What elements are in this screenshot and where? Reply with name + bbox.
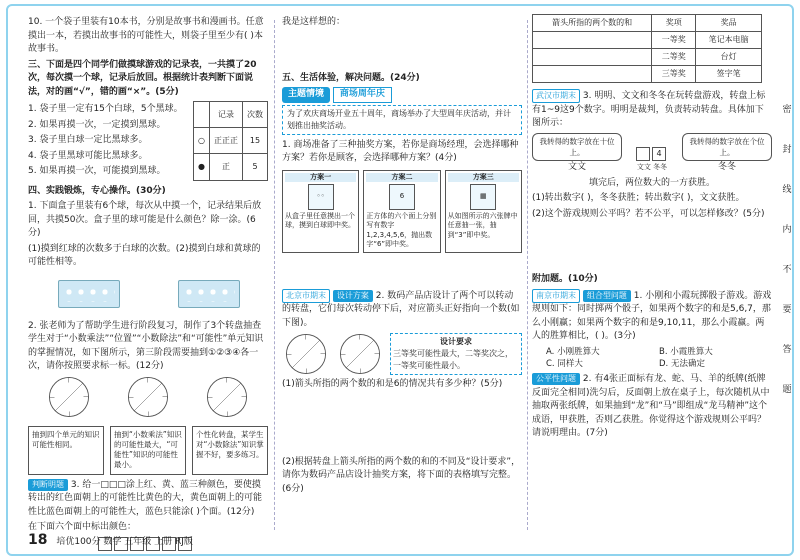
requirement-box: 个性化转盘，某学生对“小数除法”知识掌握不好，要多练习。 — [192, 426, 268, 475]
source-tag: 武汉市期末 — [532, 89, 580, 103]
judgment-item: 5. 如果再摸一次，可能摸到黑球。 — [28, 166, 166, 176]
judgment-item: 3. 袋子里白球一定比黑球多。 — [28, 135, 148, 145]
table-cell: 正正正 — [210, 128, 243, 154]
table-cell: 三等奖 — [652, 66, 696, 83]
column-divider — [527, 20, 528, 530]
section-3-title: 三、下面是四个同学们做摸球游戏的记录表，一共摸了20次，每次摸一个球，记录后放回。根据统计表判断下面说法，对的画“√”，错的画“×”。(5分) — [28, 59, 257, 97]
option-d[interactable]: D. 无法确定 — [659, 359, 705, 370]
question-2-tag: 设计方案 — [333, 290, 373, 302]
white-ball-icon: ○ — [194, 128, 210, 154]
game-illustration — [532, 133, 772, 175]
ball-box-icon: ◦◦ — [308, 184, 334, 210]
source-tag: 南京市期末 — [532, 289, 580, 303]
requirement-box: 抽到“小数乘法”知识的可能性最大，“可能性”知识的可能性最小。 — [110, 426, 186, 475]
box-label: 冬冬 — [653, 162, 668, 171]
question-2: 北京市期末 设计方案 2. 数码产品店设计了两个可以转动的转盘，它们每次转动停下后，对应箭头正好指向一个数(如下图)。 — [282, 290, 520, 328]
practice-3-sub: 在下面六个面中标出颜色： — [28, 522, 137, 532]
judgment-item: 4. 袋子里黑球可能比黑球多。 — [28, 150, 148, 161]
seal-line-sidebar — [780, 90, 794, 410]
table-cell: 台灯 — [696, 49, 762, 66]
column-divider — [274, 20, 275, 530]
theme-name: 商场周年庆 — [333, 87, 392, 103]
speech-bubble: 我转得的数字放在十位上。 — [532, 133, 622, 162]
spinner-icon — [340, 334, 380, 374]
table-cell[interactable] — [533, 66, 652, 83]
scheme-text: 从盒子里任意摸出一个球，摸到白球即中奖。 — [285, 211, 355, 230]
section-4-title: 四、实践锻炼，专心操作。(30分) — [28, 185, 166, 196]
bonus-1-options — [546, 346, 772, 372]
bonus-1-tag: 组合型问题 — [583, 290, 631, 302]
table-cell: 笔记本电脑 — [696, 32, 762, 49]
scheme-title: 方案一 — [285, 173, 356, 182]
ball-boxes — [28, 274, 268, 316]
digit-box: 4 — [652, 147, 666, 161]
column-right — [532, 14, 772, 443]
ball-box-icon — [178, 280, 240, 308]
scheme-card — [363, 170, 440, 253]
table-cell: 5 — [243, 154, 268, 180]
speech-bubble: 我转得的数字放在个位上。 — [682, 133, 772, 162]
table-cell: 一等奖 — [652, 32, 696, 49]
game-instruction: 填完后，两位数大的一方获胜。 — [588, 177, 715, 188]
table-cell[interactable] — [533, 32, 652, 49]
seal-char: 线 — [782, 185, 792, 195]
spinner-icon — [128, 377, 168, 417]
scheme-title: 方案三 — [448, 173, 519, 182]
table-cell: 二等奖 — [652, 49, 696, 66]
seal-char: 内 — [782, 225, 792, 235]
question-2-2: (2)根据转盘上箭头所指的两个数的和的不同及“设计要求”，请你为数码产品店设计抽奖方案，将下面的表格填写完整。(6分) — [282, 456, 521, 494]
cards-icon: ▦ — [470, 184, 496, 210]
page-number: 18 — [28, 532, 48, 548]
wheels — [28, 377, 268, 423]
question-3-2: (2)这个游戏规则公平吗？若不公平，可以怎样修改？(5分) — [532, 208, 765, 219]
column-middle — [282, 14, 522, 498]
practice-3-tag: 判断明题 — [28, 479, 68, 491]
spinner-icon — [207, 377, 247, 417]
option-b[interactable]: B. 小霞胜算大 — [659, 346, 713, 357]
intro-text: 我是这样想的： — [282, 17, 346, 27]
digit-boxes — [636, 133, 668, 173]
bonus-1: 南京市期末 组合型问题 1. 小刚和小霞玩掷骰子游戏。游戏规则如下：同时掷两个骰子，如果两个数字的和是5,6,7，那么小刚赢；如果两个数字的和是9,10,11，那么小霞赢。两人的胜算相比，( )。(3分) — [532, 290, 772, 341]
spinner-icon — [49, 377, 89, 417]
option-c[interactable]: C. 同样大 — [546, 359, 583, 370]
table-cell[interactable] — [533, 49, 652, 66]
bonus-2-tag: 公平性问题 — [532, 373, 580, 385]
table-cell: 15 — [243, 128, 268, 154]
question-3: 武汉市期末 3. 明明、文文和冬冬在玩转盘游戏，转盘上标有1~9这9个数字。明明是裁判，负责转动转盘。具体加下图所示： — [532, 91, 766, 128]
question-1: 1. 商场准备了三种抽奖方案，若你是商场经理，会选择哪种方案？若你是顾客，会选择哪种方案？(4分) — [282, 139, 519, 163]
seal-char: 题 — [782, 385, 792, 395]
scheme-title: 方案二 — [366, 173, 437, 182]
box-label: 文文 — [636, 162, 651, 171]
judgment-item: 1. 袋子里一定有15个白球，5个黑球。 — [28, 104, 183, 114]
child-name: 文文 — [567, 162, 586, 172]
scheme-text: 正方体的六个面上分别写有数字1,2,3,4,5,6，抛出数字“6”即中奖。 — [366, 211, 437, 249]
spinner-design — [282, 333, 522, 375]
practice-2: 2. 张老师为了帮助学生进行阶段复习，制作了3个转盘抽查学生对于“小数乘法”“位置”“小数除法”和“可能性”单元知识的掌握情况，如下图所示，第三阶段需要抽到①②③④各一次，请你按照要求标一标。(12分) — [28, 320, 264, 371]
theme-label: 主题情境 — [282, 87, 330, 103]
table-header: 次数 — [243, 102, 268, 128]
design-title: 设计要求 — [440, 337, 472, 347]
seal-char: 不 — [782, 265, 792, 275]
table-header: 记录 — [210, 102, 243, 128]
question-2-1: (1)箭头所指的两个数的和是6的情况共有多少种？(5分) — [282, 379, 503, 390]
seal-char: 封 — [782, 145, 792, 155]
practice-1-sub: (1)摸到红球的次数多于白球的次数。(2)摸到白球和黄球的可能性相等。 — [28, 243, 261, 267]
source-tag: 北京市期末 — [282, 289, 330, 303]
design-text: 三等奖可能性最大，二等奖次之，一等奖可能性最小。 — [393, 349, 513, 371]
question-3-1: (1)转出数字( )，冬冬获胜；转出数字( )，文文获胜。 — [532, 193, 745, 203]
judgment-item: 2. 如果再摸一次，一定摸到黑球。 — [28, 119, 166, 130]
option-a[interactable]: A. 小刚胜算大 — [546, 346, 600, 357]
footer-text: 培优100分 数学 五年级 上册 RJ版 — [56, 537, 193, 547]
notice-box: 为了欢庆商场开业五十周年，商场举办了大型周年庆活动，并计划推出抽奖活动。 — [282, 105, 522, 135]
page-footer — [28, 530, 193, 551]
table-cell: 签字笔 — [696, 66, 762, 83]
bonus-title: 附加题。(10分) — [532, 274, 598, 284]
table-header: 奖项 — [652, 15, 696, 32]
practice-3: 判断明题 3. 给一□□□涂上红、黄、蓝三种颜色，要使摸转出的红色面朝上的可能性比黄色的大，黄色面朝上的可能性比蓝色面朝上的可能性大，蓝色只能涂( )个面。(12分) — [28, 479, 263, 517]
seal-char: 密 — [782, 105, 792, 115]
column-left — [28, 14, 268, 552]
question-10: 10. 一个袋子里装有10本书，分别是故事书和漫画书。任意摸出一本，若摸出故事书的可能性大，则袋子里至少有( )本故事书。 — [28, 17, 264, 54]
black-ball-icon: ● — [194, 154, 210, 180]
spinner-icon — [286, 334, 326, 374]
seal-char: 要 — [782, 305, 792, 315]
scheme-card — [445, 170, 522, 253]
requirement-box: 抽到四个单元的知识可能性相同。 — [28, 426, 104, 475]
digit-box[interactable] — [636, 147, 650, 161]
theme-header — [282, 87, 522, 103]
scheme-card — [282, 170, 359, 253]
judgment-list — [28, 101, 189, 181]
child-name: 冬冬 — [717, 162, 736, 172]
table-header: 奖品 — [696, 15, 762, 32]
bonus-2: 公平性问题 2. 有4张正面标有龙、蛇、马、羊的纸牌(纸牌反面完全相同)洗匀后，反面朝上放在桌子上，每次随机从中抽取两张纸牌，如果抽到“龙”和“马”即组成“龙马精神”这个成语，甲获胜，否则乙获胜。你觉得这个游戏规则公平吗？请说明理由。(7分) — [532, 374, 770, 438]
seal-char: 答 — [782, 345, 792, 355]
dice-icon: 6 — [389, 184, 415, 210]
scheme-text: 从如图所示的六张牌中任意抽一张，抽到“3”即中奖。 — [447, 211, 518, 239]
record-table — [193, 101, 268, 181]
ball-box-icon — [58, 280, 120, 308]
table-header: 箭头所指的两个数的和 — [533, 15, 652, 32]
practice-1: 1. 下面盒子里装有6个球，每次从中摸一个，记录结果后放回，共摸50次。盒子里的球可能是什么颜色？除一涂。(6分) — [28, 201, 262, 238]
spinner-requirements — [28, 426, 268, 475]
scheme-row — [282, 170, 522, 253]
section-5-title: 五、生活体验，解决问题。(24分) — [282, 72, 420, 83]
table-cell: 正 — [210, 154, 243, 180]
prize-table — [532, 14, 762, 83]
design-requirement — [390, 333, 522, 375]
